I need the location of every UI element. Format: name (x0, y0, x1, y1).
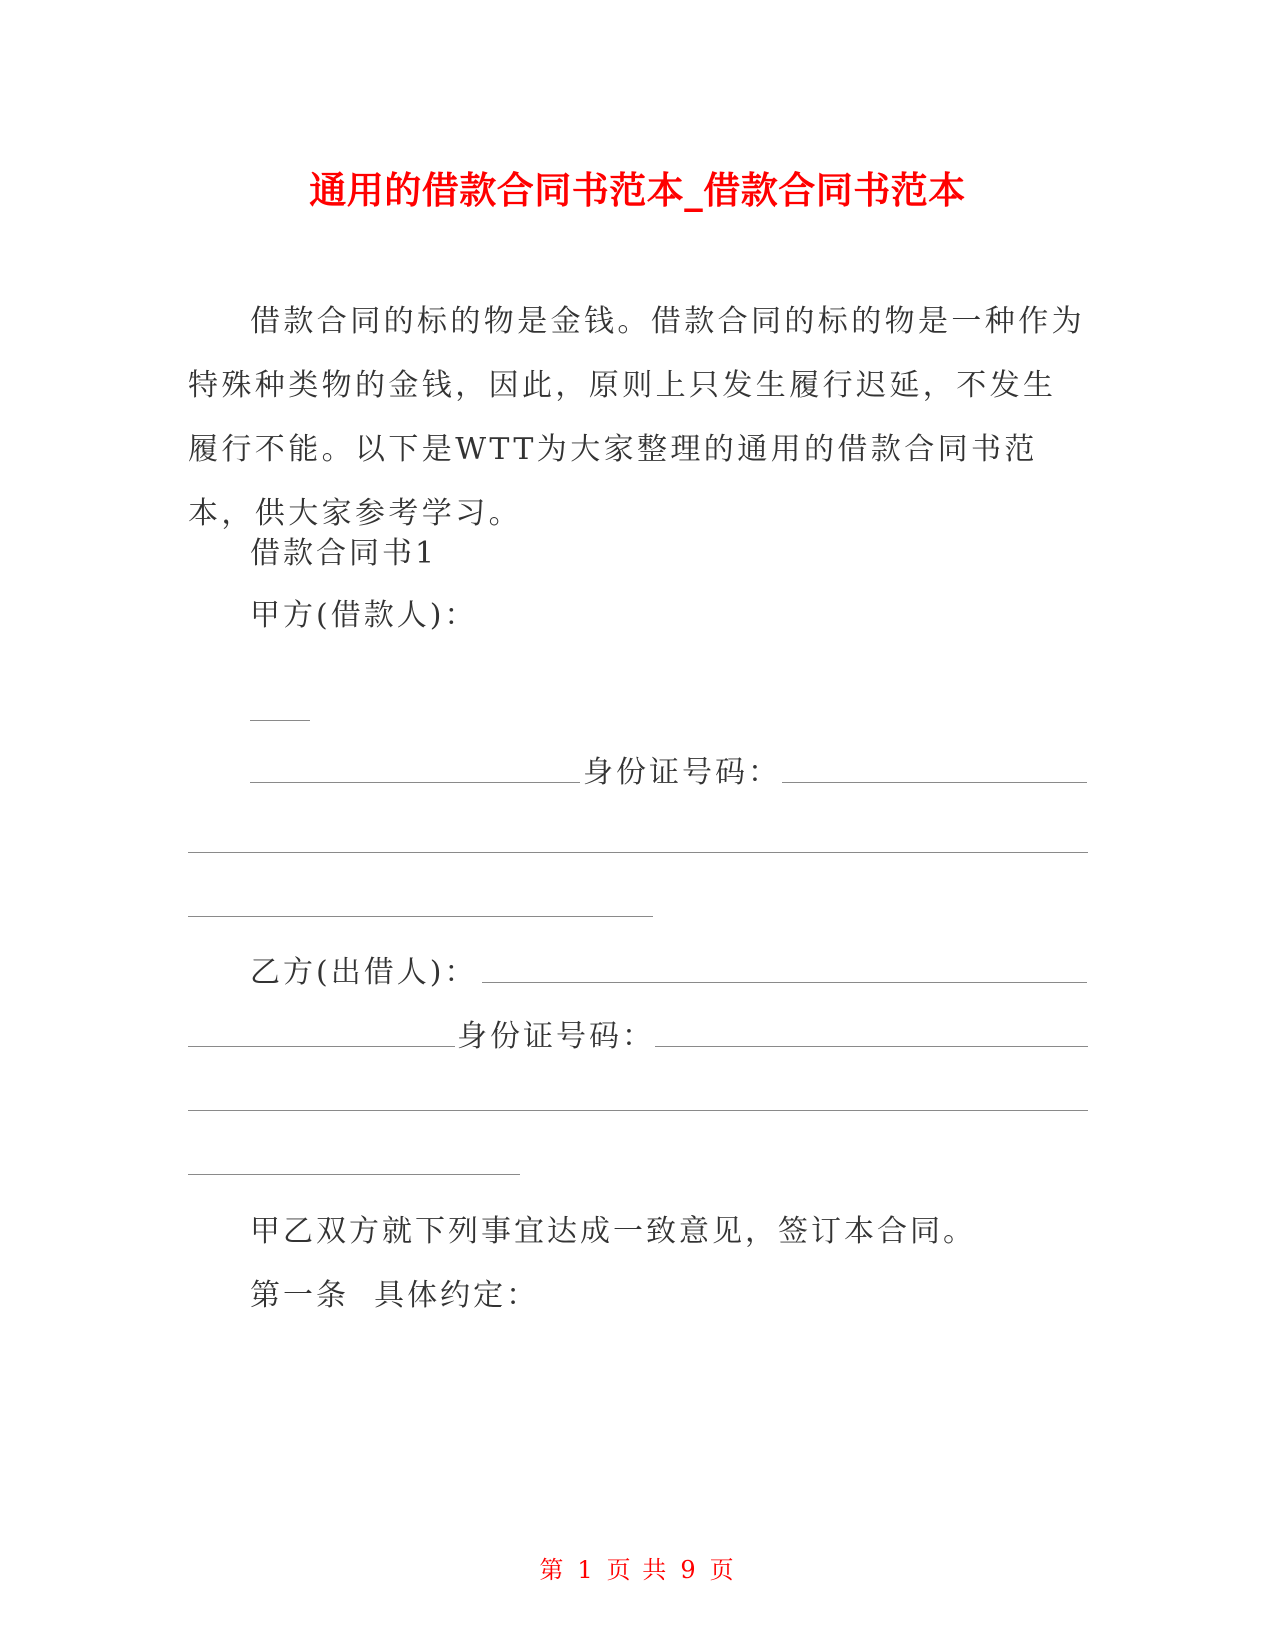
article-one-heading: 第一条 具体约定： (250, 1278, 540, 1313)
footer-prefix: 第 (539, 1556, 566, 1584)
party-b-id-blank (655, 1046, 1088, 1047)
document-title: 通用的借款合同书范本_借款合同书范本 (309, 169, 966, 212)
party-a-address-blank (188, 852, 1088, 853)
footer-current-page: 1 (577, 1556, 595, 1584)
party-b-address-blank (188, 1110, 1088, 1111)
page-number-footer (0, 1550, 1275, 1585)
party-b-address-blank-2 (188, 1174, 520, 1175)
footer-total-pages: 9 (680, 1556, 698, 1584)
agreement-sentence: 甲乙双方就下列事宜达成一致意见，签订本合同。 (250, 1214, 976, 1249)
intro-paragraph: 借款合同的标的物是金钱。借款合同的标的物是一种作为特殊种类物的金钱，因此，原则上只发生履行迟延，不发生履行不能。以下是WTT为大家整理的通用的借款合同书范本，供大家参考学习。 (188, 304, 1085, 531)
party-b-blank-line (188, 1046, 455, 1047)
party-a-name-blank (250, 720, 310, 721)
party-a-label: 甲方(借款人)： (250, 598, 478, 633)
party-a-id-label: 身份证号码： (583, 755, 781, 790)
party-a-blank-line (250, 782, 580, 783)
party-a-address-blank-2 (188, 916, 653, 917)
footer-suffix: 页 (709, 1556, 736, 1584)
party-b-name-blank (482, 982, 1087, 983)
party-b-label: 乙方(出借人)： (250, 955, 478, 990)
footer-middle: 页 共 (606, 1556, 669, 1584)
party-b-id-label: 身份证号码： (457, 1019, 655, 1054)
section-heading: 借款合同书1 (250, 536, 438, 571)
party-a-id-blank (782, 782, 1087, 783)
